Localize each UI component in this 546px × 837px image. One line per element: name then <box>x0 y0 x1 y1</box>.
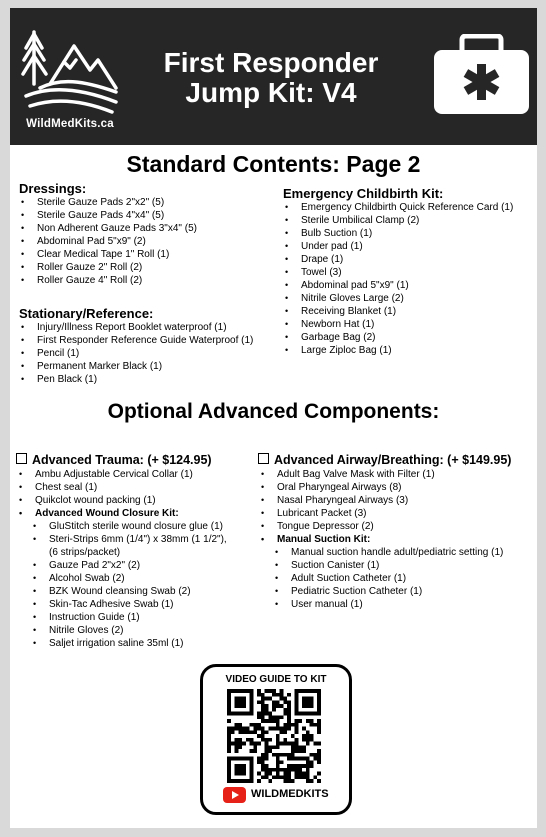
list-item: • User manual (1) <box>259 598 503 611</box>
qr-code-icon[interactable] <box>227 689 321 783</box>
list-item: • Injury/Illness Report Booklet waterproof (1) <box>19 321 253 334</box>
list-item: • First Responder Reference Guide Waterproof (1) <box>19 334 253 347</box>
list-item: • Manual Suction Kit: <box>259 533 503 546</box>
wildmedkits-logo <box>20 26 120 138</box>
title-line-1: First Responder <box>163 47 379 78</box>
list-item: • GluStitch sterile wound closure glue (1) <box>17 520 227 533</box>
childbirth-list <box>283 201 513 357</box>
kit-sheet <box>10 8 537 828</box>
list-item: • Ambu Adjustable Cervical Collar (1) <box>17 468 227 481</box>
first-aid-kit-icon <box>434 34 529 114</box>
list-item: • Pen Black (1) <box>19 373 253 386</box>
list-item: • Chest seal (1) <box>17 481 227 494</box>
childbirth-title: Emergency Childbirth Kit: <box>283 186 444 201</box>
stationary-title: Stationary/Reference: <box>19 306 154 321</box>
advanced-trauma-list <box>17 468 227 650</box>
list-item: • Adult Bag Valve Mask with Filter (1) <box>259 468 503 481</box>
list-item: • Drape (1) <box>283 253 513 266</box>
kit-title <box>130 48 412 108</box>
list-item: • Roller Gauze 2" Roll (2) <box>19 261 197 274</box>
dressings-list <box>19 196 197 287</box>
list-item: • Nitrile Gloves (2) <box>17 624 227 637</box>
list-item: • Bulb Suction (1) <box>283 227 513 240</box>
list-item: • Large Ziploc Bag (1) <box>283 344 513 357</box>
advanced-airway-list <box>259 468 503 611</box>
title-line-2: Jump Kit: V4 <box>185 77 357 108</box>
list-item: • Alcohol Swab (2) <box>17 572 227 585</box>
qr-caption: VIDEO GUIDE TO KIT <box>225 674 327 685</box>
stationary-list <box>19 321 253 386</box>
list-item: • Sterile Umbilical Clamp (2) <box>283 214 513 227</box>
list-item: • Skin-Tac Adhesive Swab (1) <box>17 598 227 611</box>
list-item: • Quikclot wound packing (1) <box>17 494 227 507</box>
list-item: • Oral Pharyngeal Airways (8) <box>259 481 503 494</box>
qr-brand-label: WILDMEDKITS <box>251 788 329 800</box>
list-item: • Pediatric Suction Catheter (1) <box>259 585 503 598</box>
list-item: • Pencil (1) <box>19 347 253 360</box>
checkbox-icon[interactable] <box>258 453 269 464</box>
advanced-trauma-title: Advanced Trauma: (+ $124.95) <box>32 453 212 467</box>
list-item: • Abdominal pad 5"x9" (1) <box>283 279 513 292</box>
list-item: • Permanent Marker Black (1) <box>19 360 253 373</box>
youtube-channel-link[interactable] <box>223 786 333 804</box>
checkbox-icon[interactable] <box>16 453 27 464</box>
list-item: • Tongue Depressor (2) <box>259 520 503 533</box>
list-item: • Nasal Pharyngeal Airways (3) <box>259 494 503 507</box>
list-item: • Lubricant Packet (3) <box>259 507 503 520</box>
list-item: • Saljet irrigation saline 35ml (1) <box>17 637 227 650</box>
list-item: • Under pad (1) <box>283 240 513 253</box>
video-guide-qr-card[interactable] <box>200 664 352 815</box>
standard-contents-heading: Standard Contents: Page 2 <box>126 151 421 177</box>
list-item: • Manual suction handle adult/pediatric setting (1) <box>259 546 503 559</box>
list-item: • Newborn Hat (1) <box>283 318 513 331</box>
optional-components-heading: Optional Advanced Components: <box>107 400 440 423</box>
youtube-icon <box>223 787 246 803</box>
list-item: • Nitrile Gloves Large (2) <box>283 292 513 305</box>
advanced-airway-option[interactable] <box>258 453 511 467</box>
list-item: • Sterile Gauze Pads 4"x4" (5) <box>19 209 197 222</box>
brand-text: WildMedKits.ca <box>26 118 114 130</box>
mountain-tree-logo-icon <box>20 26 120 116</box>
list-item: • Adult Suction Catheter (1) <box>259 572 503 585</box>
list-item: • Receiving Blanket (1) <box>283 305 513 318</box>
list-item: • Suction Canister (1) <box>259 559 503 572</box>
dressings-title: Dressings: <box>19 181 87 196</box>
list-item: • Towel (3) <box>283 266 513 279</box>
list-item: • Advanced Wound Closure Kit: <box>17 507 227 520</box>
list-item: • Emergency Childbirth Quick Reference Card (1) <box>283 201 513 214</box>
list-item: • BZK Wound cleansing Swab (2) <box>17 585 227 598</box>
header-banner <box>10 8 537 145</box>
list-item: • Non Adherent Gauze Pads 3"x4" (5) <box>19 222 197 235</box>
list-item: • Garbage Bag (2) <box>283 331 513 344</box>
list-item: (6 strips/packet) <box>49 547 121 558</box>
list-item: • Clear Medical Tape 1" Roll (1) <box>19 248 197 261</box>
advanced-airway-title: Advanced Airway/Breathing: (+ $149.95) <box>274 453 512 467</box>
list-item: • Gauze Pad 2"x2" (2) <box>17 559 227 572</box>
list-item: • Steri-Strips 6mm (1/4") x 38mm (1 1/2"), <box>17 533 227 546</box>
list-item: • Roller Gauze 4" Roll (2) <box>19 274 197 287</box>
advanced-trauma-option[interactable] <box>16 453 212 467</box>
list-item: • Abdominal Pad 5"x9" (2) <box>19 235 197 248</box>
list-item: • Instruction Guide (1) <box>17 611 227 624</box>
list-item: • Sterile Gauze Pads 2"x2" (5) <box>19 196 197 209</box>
